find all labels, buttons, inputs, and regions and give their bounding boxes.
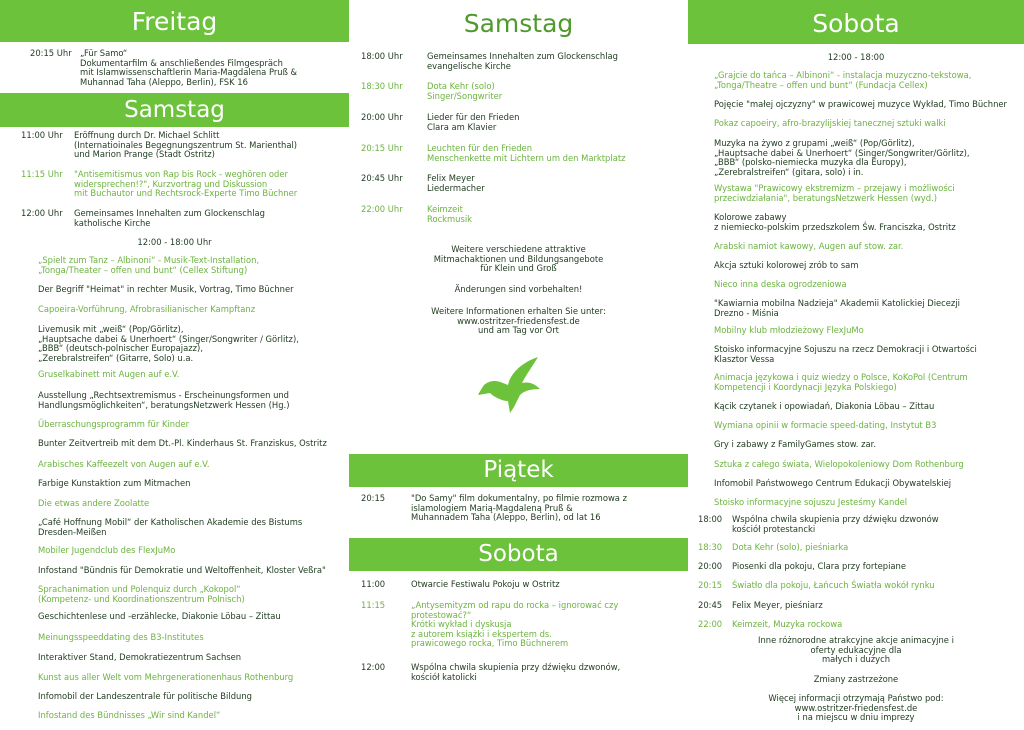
text-line: „Hauptsache dabei & Unerhoert“ (Singer/Songwriter/Görlitz),: [714, 147, 970, 158]
text-line: mit Buchautor und Rechtsrock-Experte Timo Büchner: [74, 188, 298, 199]
list-item: [38, 499, 149, 509]
list-item: [38, 518, 302, 537]
text-line: „Zerebralstreifen“ (Gitarre, Solo) u.a.: [38, 352, 194, 363]
list-item: [38, 305, 255, 315]
event-time: 18:00: [698, 514, 723, 524]
text-line: Pokaz capoeiry, afro-brazylijskiej tanecznej sztuki walki: [714, 118, 946, 128]
text-line: Wystawa "Prawicowy ekstremizm – przejawy i możliwości: [714, 183, 955, 193]
text-line: Gemeinsames Innehalten zum Glockenschlag: [427, 51, 618, 61]
list-item: [714, 440, 876, 450]
list-item: [714, 213, 956, 232]
event-description: [80, 49, 297, 87]
list-item: [714, 242, 903, 252]
heading-band-piatek: [349, 454, 688, 487]
list-item: [714, 71, 971, 90]
heading-samstag: Samstag: [124, 97, 225, 123]
list-item: [714, 498, 907, 508]
list-item: [38, 673, 293, 683]
list-item: [714, 299, 960, 318]
info-note: [349, 307, 688, 336]
text-line: Kompetencji i Koordynacji Języka Polskiego): [714, 381, 897, 392]
text-line: Światło dla pokoju, Łańcuch Światła wokół rynku: [732, 580, 935, 590]
heading-sobota: Sobota: [478, 541, 559, 567]
text-line: kościół katolicki: [411, 671, 477, 682]
text-line: Interaktiver Stand, Demokratiezentrum Sachsen: [38, 652, 242, 662]
list-item: [714, 326, 864, 336]
time-range: 12:00 - 18:00 Uhr: [137, 237, 212, 247]
event-time: 22:00 Uhr: [361, 204, 403, 214]
text-line: Lieder für den Frieden: [427, 112, 520, 122]
heading-band-sobota: [349, 538, 688, 571]
list-item: [38, 439, 327, 449]
list-item: [38, 546, 175, 556]
list-item: [714, 479, 951, 489]
text-line: islamologiem Marią-Magdaleną Pruß &: [411, 502, 573, 513]
text-line: Menschenkette mit Lichtern um den Marktplatz: [427, 152, 626, 163]
list-item: [714, 421, 936, 431]
text-line: Capoeira-Vorführung, Afrobrasilianischer Kampftanz: [38, 304, 256, 314]
heading-freitag: Freitag: [131, 7, 218, 36]
event-time: 11:00: [361, 579, 386, 589]
event-description: [74, 170, 297, 199]
text-line: Mobilny klub młodzieżowy FlexJuMo: [714, 325, 864, 335]
text-line: Dokumentarfilm & anschließendes Filmgespräch: [80, 57, 283, 68]
text-line: Infomobil der Landeszentrale für politische Bildung: [38, 691, 252, 701]
text-line: Geschichtenlese und -erzählecke, Diakonie Löbau – Zittau: [38, 611, 281, 621]
text-line: "Kawiarnia mobilna Nadzieja" Akademii Katolickiej Diecezji: [714, 298, 960, 308]
list-item: [38, 285, 294, 295]
list-item: [38, 585, 245, 604]
text-line: Muzyka na żywo z grupami „weiß“ (Pop/Görlitz),: [714, 138, 915, 148]
list-item: [714, 460, 964, 470]
text-line: Pojęcie "małej ojczyzny" w prawicowej muzyce Wykład, Timo Büchner: [714, 99, 1007, 109]
text-line: Akcja sztuki kolorowej zrób to sam: [714, 260, 859, 270]
text-line: Singer/Songwriter: [427, 90, 503, 101]
text-line: Muhannad Taha (Aleppo, Berlin), FSK 16: [80, 76, 248, 87]
text-line: Piosenki dla pokoju, Clara przy fortepiane: [732, 561, 906, 571]
text-line: Mobiler Jugendclub des FlexJuMo: [38, 545, 176, 555]
event-time: 12:00: [361, 662, 386, 672]
list-item: [38, 692, 252, 702]
text-line: www.ostritzer-friedensfest.de: [794, 702, 918, 713]
text-line: Dresden-Meißen: [38, 526, 107, 537]
list-item: [38, 711, 220, 721]
changes-note: Zmiany zastrzeżone: [813, 674, 899, 684]
text-line: „Grajcie do tańca – Albinoni“ - instalacja muzyczno-tekstowa,: [714, 70, 972, 80]
event-time: 18:30: [698, 542, 723, 552]
text-line: www.ostritzer-friedensfest.de: [457, 315, 580, 326]
text-line: Arabski namiot kawowy, Augen auf stow. zar.: [714, 241, 904, 251]
list-item: [38, 633, 204, 643]
text-line: "Antisemitismus von Rap bis Rock - weghören oder: [74, 169, 288, 179]
text-line: Kącik czytanek i opowiadań, Diakonia Löbau – Zittau: [714, 401, 935, 411]
list-item: [38, 460, 209, 470]
text-line: „Tonga/Theatre – offen und bunt“ (Fundacja Cellex): [714, 79, 928, 90]
list-item: [732, 515, 939, 534]
text-line: Ausstellung „Rechtsextremismus - Erscheinungsformen und: [38, 390, 289, 400]
text-line: Livemusik mit „weiß“ (Pop/Görlitz),: [38, 324, 184, 334]
event-description: [74, 209, 265, 228]
heading-sobota: Sobota: [812, 9, 900, 38]
text-line: kościół protestancki: [732, 523, 816, 534]
text-line: Animacja językowa i quiz wiedzy o Polsce, KoKoPol (Centrum: [714, 372, 968, 382]
text-line: Infomobil Państwowego Centrum Edukacji Obywatelskiej: [714, 478, 952, 488]
list-item: [38, 653, 241, 663]
list-item: [411, 580, 560, 590]
text-line: Infostand "Bündnis für Demokratie und Weltoffenheit, Kloster Veßra": [38, 565, 326, 575]
text-line: Klasztor Vessa: [714, 353, 775, 364]
text-line: für Klein und Groß: [480, 263, 557, 274]
text-line: Otwarcie Festiwalu Pokoju w Ostritz: [411, 579, 560, 589]
list-item: [732, 620, 842, 630]
more-activities-note: [349, 245, 688, 274]
list-item: [427, 144, 626, 163]
time-range: 12:00 - 18:00: [827, 52, 885, 62]
text-line: Felix Meyer: [427, 173, 475, 183]
text-line: „Tonga/Theater – offen und bunt“ (Cellex Stiftung): [38, 264, 248, 275]
text-line: Więcej informacji otrzymają Państwo pod:: [768, 693, 944, 703]
text-line: Rockmusik: [427, 213, 473, 224]
text-line: Leuchten für den Frieden: [427, 143, 533, 153]
list-item: [732, 581, 935, 591]
text-line: Bunter Zeitvertreib mit dem Dt.-Pl. Kinderhaus St. Franziskus, Ostritz: [38, 438, 327, 448]
list-item: [38, 479, 190, 489]
list-item: [38, 391, 289, 410]
text-line: Liedermacher: [427, 182, 485, 193]
heading-piatek: Piątek: [483, 457, 554, 483]
text-line: małych i dużych: [821, 654, 891, 665]
text-line: katholische Kirche: [74, 217, 151, 228]
heading-band-freitag: [0, 0, 349, 42]
text-line: (Internatioinales Begegnungszentrum St. Marienthal): [74, 139, 298, 150]
event-time: 20:15 Uhr: [361, 143, 403, 153]
event-time: 20:45: [698, 600, 723, 610]
text-line: mit Islamwissenschaftlerin Maria-Magdalena Pruß &: [80, 67, 298, 78]
heading-samstag: Samstag: [463, 9, 574, 38]
text-line: Farbige Kunstaktion zum Mitmachen: [38, 478, 191, 488]
text-line: Muhannadem Taha (Aleppo, Berlin), od lat 16: [411, 512, 601, 523]
text-line: Stoisko informacyjne sojuszu Jesteśmy Kandel: [714, 497, 908, 507]
list-item: [714, 184, 955, 203]
text-line: „BBB“ (deutsch-polnischer Europajazz),: [38, 343, 203, 354]
list-item: [38, 256, 259, 275]
list-item: [427, 113, 519, 132]
text-line: Infostand des Bündnisses „Wir sind Kandel“: [38, 710, 221, 720]
list-item: [38, 566, 326, 576]
text-line: Inne różnorodne atrakcyjne akcje animacyjne i: [758, 635, 954, 645]
text-line: Gruselkabinett mit Augen auf e.V.: [38, 369, 180, 379]
text-line: Sztuka z całego świata, Wielopokoleniowy Dom Rothenburg: [714, 459, 964, 469]
text-line: Meinungsspeeddating des B3-Institutes: [38, 632, 204, 642]
text-line: „Café Hoffnung Mobil“ der Katholischen Akademie des Bistums: [38, 517, 303, 527]
column-saturday-evening-polish-friday: [349, 0, 688, 730]
text-line: Mitmachaktionen und Bildungsangebote: [433, 253, 604, 264]
list-item: [427, 174, 485, 193]
text-line: z autorem książki i ekspertem ds.: [411, 628, 552, 639]
event-time: 20:15 Uhr: [30, 48, 72, 58]
list-item: [714, 261, 858, 271]
text-line: Weitere Informationen erhalten Sie unter:: [431, 306, 606, 316]
text-line: Gry i zabawy z FamilyGames stow. zar.: [714, 439, 876, 449]
changes-note: Änderungen sind vorbehalten!: [454, 284, 583, 294]
list-item: [38, 370, 179, 380]
event-time: 20:15: [361, 493, 386, 503]
text-line: „Zerebralstreifen“ (gitara, solo) i in.: [714, 166, 864, 177]
event-description: [411, 494, 627, 523]
text-line: Kolorowe zabawy: [714, 212, 787, 222]
text-line: Dota Kehr (solo): [427, 81, 495, 91]
list-item: [732, 543, 848, 553]
list-item: [714, 280, 847, 290]
text-line: Stoisko informacyjne Sojuszu na rzecz Demokracji i Otwartości: [714, 344, 977, 354]
list-item: [38, 325, 299, 363]
text-line: Arabisches Kaffeezelt von Augen auf e.V.: [38, 459, 210, 469]
list-item: [714, 345, 977, 364]
text-line: Dota Kehr (solo), pieśniarka: [732, 542, 849, 552]
text-line: Wspólna chwila skupienia przy dźwięku dzwonów: [732, 514, 939, 524]
list-item: [732, 601, 823, 611]
text-line: "Do Samy" film dokumentalny, po filmie rozmowa z: [411, 493, 627, 503]
text-line: Der Begriff "Heimat" in rechter Musik, Vortrag, Timo Büchner: [38, 284, 294, 294]
list-item: [38, 612, 281, 622]
list-item: [714, 100, 1007, 110]
event-description: [74, 131, 297, 160]
text-line: Weitere verschiedene attraktive: [451, 244, 586, 254]
heading-band-samstag: [0, 93, 349, 127]
column-polish-saturday: [688, 0, 1024, 730]
dove-icon: [476, 355, 546, 415]
text-line: oferty edukacyjne dla: [810, 644, 902, 655]
text-line: „Hauptsache dabei & Unerhoert“ (Singer/Songwriter / Görlitz),: [38, 333, 299, 344]
text-line: prawicowego rocka, Timo Büchnerem: [411, 638, 569, 649]
info-note: [688, 694, 1024, 723]
event-time: 11:15 Uhr: [21, 169, 63, 179]
text-line: Sprachanimation und Polenquiz durch „Kokopol“: [38, 584, 241, 594]
text-line: Felix Meyer, pieśniarz: [732, 600, 823, 610]
event-time: 18:00 Uhr: [361, 51, 403, 61]
text-line: protestować?“: [411, 609, 472, 620]
text-line: „BBB“ (polsko-niemiecka muzyka dla Europy),: [714, 157, 907, 168]
list-item: [38, 420, 189, 430]
text-line: i na miejscu w dniu imprezy: [797, 712, 915, 723]
text-line: Kunst aus aller Welt vom Mehrgenerationenhaus Rothenburg: [38, 672, 294, 682]
heading-band-samstag-evening: [349, 0, 688, 42]
column-german-friday-saturday: [0, 0, 349, 730]
list-item: [411, 663, 620, 682]
event-time: 18:30 Uhr: [361, 81, 403, 91]
text-line: Krótki wykład i dyskusja: [411, 619, 512, 630]
event-time: 20:45 Uhr: [361, 173, 403, 183]
list-item: [714, 119, 946, 129]
text-line: przeciwdziałania", beratungsNetzwerk Hessen (wyd.): [714, 192, 938, 203]
text-line: z niemiecko-polskim przedszkolem Św. Franciszka, Ostritz: [714, 221, 956, 232]
list-item: [714, 139, 970, 177]
text-line: Wymiana opinii w formacie speed-dating, Instytut B3: [714, 420, 937, 430]
list-item: [427, 82, 502, 101]
list-item: [732, 562, 906, 572]
text-line: evangelische Kirche: [427, 60, 511, 71]
text-line: widersprechen!?", Kurzvortrag und Diskussion: [74, 178, 268, 189]
text-line: und am Tag vor Ort: [478, 325, 559, 336]
event-time: 20:15: [698, 580, 723, 590]
text-line: „Für Samo“: [80, 48, 128, 58]
text-line: Nieco inna deska ogrodzeniowa: [714, 279, 847, 289]
text-line: Gemeinsames Innehalten zum Glockenschlag: [74, 208, 265, 218]
heading-band-sobota: [688, 0, 1024, 44]
text-line: „Spielt zum Tanz – Albinoni“ - Musik-Text-Installation,: [38, 255, 260, 265]
text-line: Clara am Klavier: [427, 121, 497, 132]
text-line: Keimzeit: [427, 204, 463, 214]
event-time: 20:00: [698, 561, 723, 571]
event-time: 20:00 Uhr: [361, 112, 403, 122]
text-line: „Antysemityzm od rapu do rocka – ignorować czy: [411, 600, 619, 610]
list-item: [427, 52, 618, 71]
text-line: Keimzeit, Muzyka rockowa: [732, 619, 843, 629]
event-time: 22:00: [698, 619, 723, 629]
list-item: [714, 373, 968, 392]
text-line: und Marion Prange (Stadt Ostritz): [74, 149, 215, 160]
text-line: (Kompetenz- und Koordinationszentrum Polnisch): [38, 593, 245, 604]
list-item: [411, 601, 618, 649]
text-line: Eröffnung durch Dr. Michael Schlitt: [74, 130, 220, 140]
text-line: Die etwas andere Zoolatte: [38, 498, 150, 508]
list-item: [427, 205, 472, 224]
event-time: 11:15: [361, 600, 386, 610]
text-line: Drezno - Miśnia: [714, 307, 779, 318]
text-line: Wspólna chwila skupienia przy dźwięku dzwonów,: [411, 662, 621, 672]
text-line: Handlungsmöglichkeiten“, beratungsNetzwerk Hessen (Hg.): [38, 399, 290, 410]
event-time: 11:00 Uhr: [21, 130, 63, 140]
text-line: Überraschungsprogramm für Kinder: [38, 419, 190, 429]
more-activities-note: [688, 636, 1024, 665]
event-time: 12:00 Uhr: [21, 208, 63, 218]
list-item: [714, 402, 934, 412]
